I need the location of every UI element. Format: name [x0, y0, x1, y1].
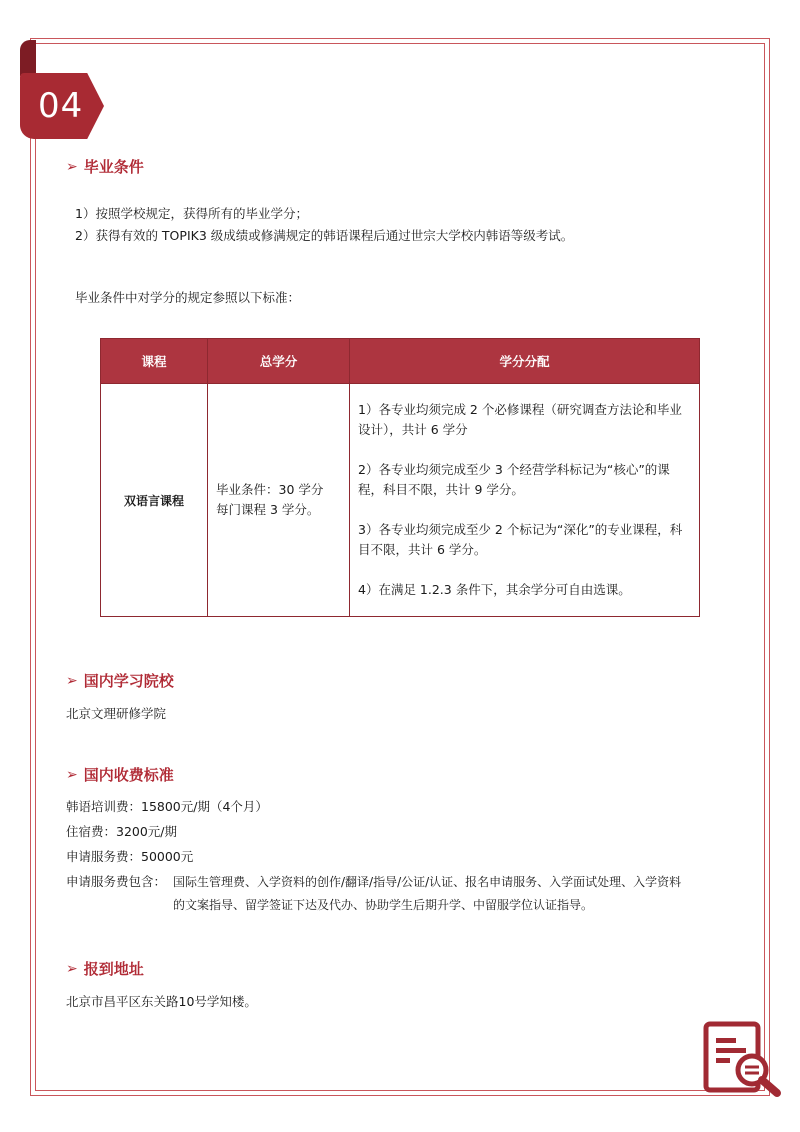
address-heading: [66, 958, 144, 979]
service-line-2: 的文案指导、留学签证下达及代办、协助学生后期升学、中留服学位认证指导。: [173, 898, 594, 912]
arrow-icon: ➢: [66, 158, 78, 175]
address-text: 北京市昌平区东关路10号学知楼。: [66, 994, 257, 1009]
credit-note: 毕业条件中对学分的规定参照以下标准：: [75, 290, 301, 305]
credit-table-header-row: [101, 339, 700, 384]
fee-line-3: 申请服务费：50000元: [66, 849, 194, 864]
distribution-item-1: 1）各专业均须完成 2 个必修课程（研究调查方法论和毕业设计），共计 6 学分: [358, 402, 682, 437]
distribution-item-2: 2）各专业均须完成至少 3 个经营学科标记为“核心”的课程，科目不限，共计 9 学分。: [358, 462, 670, 497]
credit-table: [100, 338, 700, 617]
arrow-icon: ➢: [66, 766, 78, 783]
arrow-icon: ➢: [66, 672, 78, 689]
table-row: [101, 384, 700, 617]
document-search-icon: [700, 1018, 784, 1098]
domestic-school-heading: [66, 670, 174, 691]
header-distribution: 学分分配: [350, 339, 700, 384]
graduation-item-2: 2）获得有效的 TOPIK3 级成绩或修满规定的韩语课程后通过世宗大学校内韩语等级考试。: [75, 228, 574, 243]
graduation-heading-text: 毕业条件: [83, 158, 144, 176]
header-total: 总学分: [208, 339, 350, 384]
fees-heading: [66, 764, 174, 785]
address-heading-text: 报到地址: [83, 960, 144, 978]
distribution-cell: [350, 384, 700, 617]
header-course: 课程: [101, 339, 208, 384]
page-tab-fold: [20, 40, 36, 76]
distribution-item-3: 3）各专业均须完成至少 2 个标记为“深化”的专业课程，科目不限，共计 6 学分。: [358, 522, 683, 557]
page-number: 04: [38, 86, 84, 126]
fee-line-2: 住宿费：3200元/期: [66, 824, 178, 839]
service-label: 申请服务费包含：: [66, 874, 167, 889]
domestic-school-heading-text: 国内学习院校: [83, 672, 174, 690]
arrow-icon: ➢: [66, 960, 78, 977]
course-cell: 双语言课程: [101, 384, 208, 617]
total-line-2: 每门课程 3 学分。: [216, 502, 320, 517]
graduation-heading: [66, 156, 144, 177]
total-line-1: 毕业条件：30 学分: [216, 482, 324, 497]
total-credits-cell: [208, 384, 350, 617]
fee-line-1: 韩语培训费：15800元/期（4个月）: [66, 799, 268, 814]
service-line-1: 国际生管理费、入学资料的创作/翻译/指导/公证/认证、报名申请服务、入学面试处理、入学资料: [173, 875, 682, 889]
distribution-item-4: 4）在满足 1.2.3 条件下，其余学分可自由选课。: [358, 582, 631, 597]
domestic-school-name: 北京文理研修学院: [66, 706, 167, 721]
fees-heading-text: 国内收费标准: [83, 766, 174, 784]
graduation-item-1: 1）按照学校规定，获得所有的毕业学分；: [75, 206, 308, 221]
